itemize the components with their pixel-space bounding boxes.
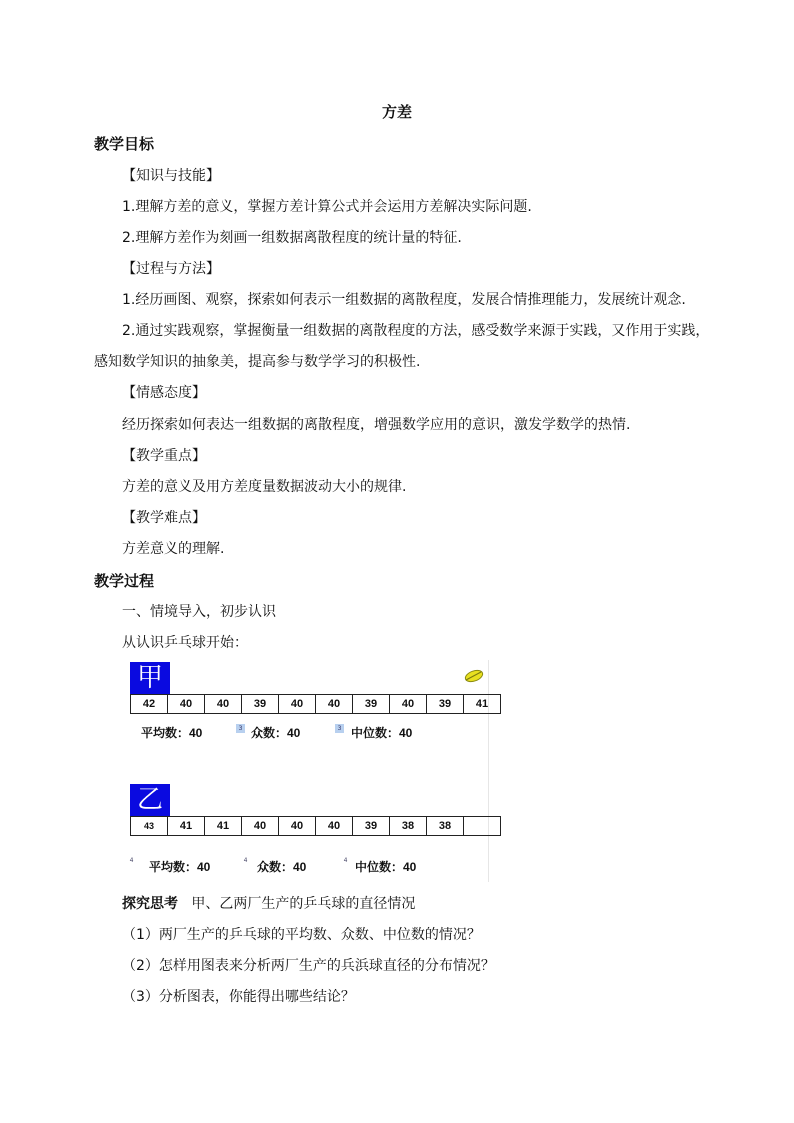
- yi-cell: [464, 817, 501, 836]
- attitude-heading: 【情感态度】: [122, 385, 206, 401]
- process-point-1: 1.经历画图、观察，探索如何表示一组数据的离散程度，发展合情推理能力，发展统计观念.: [122, 292, 686, 308]
- knowledge-point-1: 1.理解方差的意义，掌握方差计算公式并会运用方差解决实际问题.: [122, 199, 532, 215]
- yi-cell: 40: [242, 817, 279, 836]
- process-point-2-line-2: 感知数学知识的抽象美，提高参与数学学习的积极性.: [94, 354, 421, 370]
- yi-cell: 38: [427, 817, 464, 836]
- process-point-2-line-1: 2.通过实践观察，掌握衡量一组数据的离散程度的方法，感受数学来源于实践，又作用于实践，: [122, 323, 710, 339]
- yi-badge: 乙: [130, 784, 170, 816]
- step-1-heading: 一、情境导入，初步认识: [122, 604, 276, 620]
- yi-cell: 40: [316, 817, 353, 836]
- yi-cell: 38: [390, 817, 427, 836]
- yi-cell: 43: [131, 817, 168, 836]
- jia-median: 中位数：40: [351, 726, 413, 740]
- pingpong-paddle-icon: [463, 668, 485, 684]
- pingpong-figure: [127, 660, 489, 882]
- key-point-text: 方差的意义及用方差度量数据波动大小的规律.: [122, 479, 407, 495]
- jia-mode: 众数：40: [251, 726, 301, 740]
- yi-cell: 39: [353, 817, 390, 836]
- key-point-heading: 【教学重点】: [122, 448, 206, 464]
- yi-median: 中位数：40: [355, 860, 417, 874]
- intro-text: 从认识乒乓球开始：: [122, 635, 248, 651]
- yi-marker: 4: [243, 857, 248, 864]
- knowledge-point-2: 2.理解方差作为刻画一组数据离散程度的统计量的特征.: [122, 230, 462, 246]
- explore-line: [122, 893, 415, 913]
- jia-table-row: [130, 694, 501, 714]
- jia-cell: 41: [464, 695, 501, 714]
- jia-cell: 39: [427, 695, 464, 714]
- jia-cell: 39: [353, 695, 390, 714]
- yi-marker: 4: [129, 857, 134, 864]
- page-title: 方差: [381, 103, 412, 121]
- jia-mean: 平均数：40: [141, 726, 203, 740]
- jia-cell: 40: [205, 695, 242, 714]
- jia-cell: 40: [168, 695, 205, 714]
- question-2: （2）怎样用图表来分析两厂生产的兵浜球直径的分布情况？: [122, 958, 495, 974]
- jia-cell: 39: [242, 695, 279, 714]
- yi-mean: 平均数：40: [149, 860, 211, 874]
- yi-cell: 41: [168, 817, 205, 836]
- yi-table-row: [130, 816, 501, 836]
- section-heading-goals: 教学目标: [94, 135, 155, 153]
- knowledge-heading: 【知识与技能】: [122, 168, 220, 184]
- yi-cell: 41: [205, 817, 242, 836]
- jia-cell: 40: [279, 695, 316, 714]
- jia-cell: 40: [390, 695, 427, 714]
- attitude-point: 经历探索如何表达一组数据的离散程度，增强数学应用的意识，激发学数学的热情.: [122, 417, 631, 433]
- jia-marker: 3: [236, 724, 245, 733]
- jia-cell: 42: [131, 695, 168, 714]
- difficulty-heading: 【教学难点】: [122, 510, 206, 526]
- process-heading: 【过程与方法】: [122, 261, 220, 277]
- explore-label: 探究思考: [122, 896, 178, 912]
- explore-text: 甲、乙两厂生产的乒乓球的直径情况: [191, 896, 416, 912]
- question-3: （3）分析图表，你能得出哪些结论？: [122, 989, 355, 1005]
- yi-cell: 40: [279, 817, 316, 836]
- jia-marker: 3: [335, 724, 344, 733]
- difficulty-text: 方差意义的理解.: [122, 541, 225, 557]
- yi-marker: 4: [343, 857, 348, 864]
- section-heading-process: 教学过程: [94, 572, 155, 590]
- question-1: （1）两厂生产的乒乓球的平均数、众数、中位数的情况？: [122, 927, 481, 943]
- jia-cell: 40: [316, 695, 353, 714]
- yi-mode: 众数：40: [257, 860, 307, 874]
- jia-badge: 甲: [130, 662, 170, 694]
